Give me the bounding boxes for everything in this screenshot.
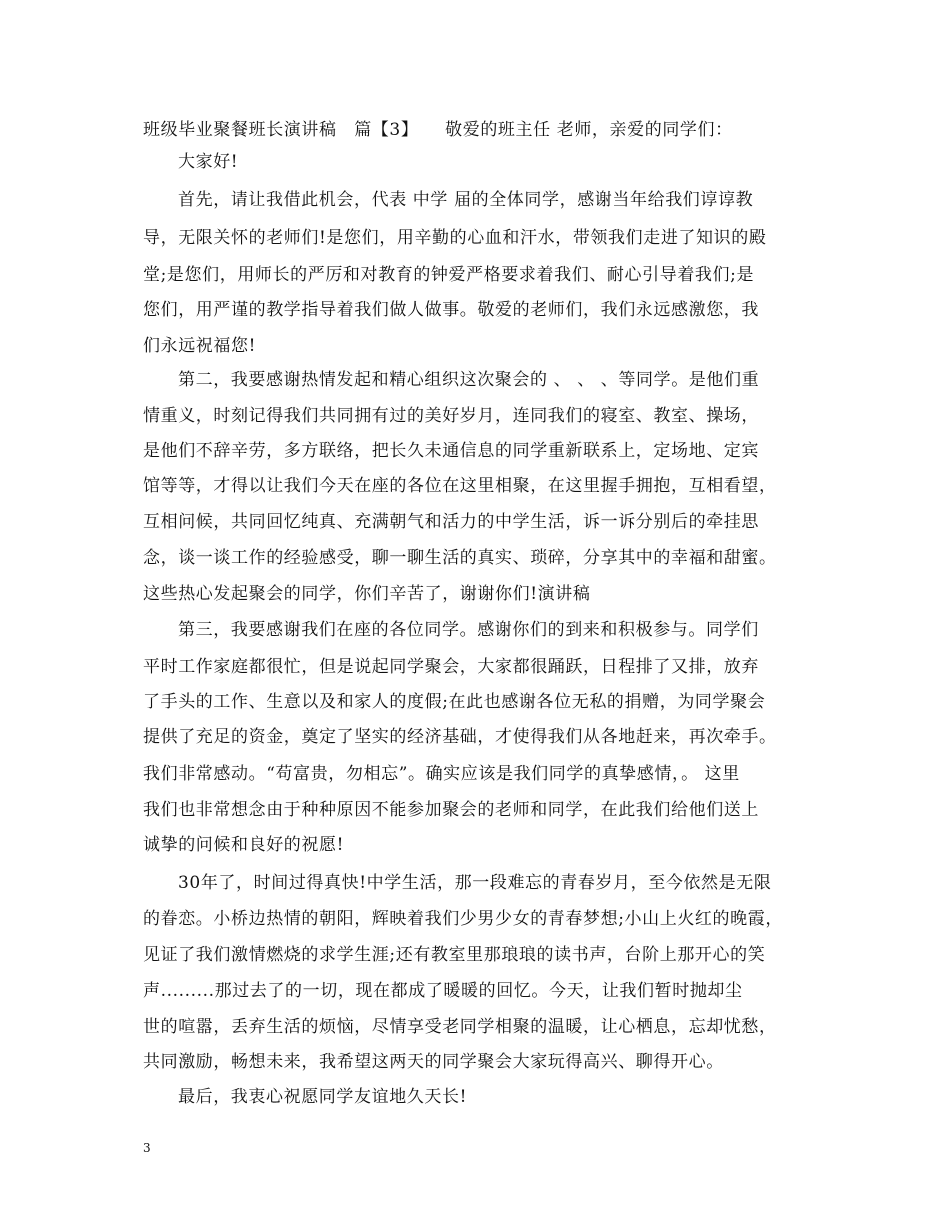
paragraph-line: 第三，我要感谢我们在座的各位同学。感谢你们的到来和积极参与。同学们 <box>178 620 759 640</box>
paragraph-line: 馆等等，才得以让我们今天在座的各位在这里相聚，在这里握手拥抱，互相看望， <box>143 476 777 496</box>
paragraph-line: 您们，用严谨的教学指导着我们做人做事。敬爱的老师们，我们永远感激您，我 <box>143 300 759 320</box>
paragraph-line: 我们非常感动。“苟富贵，勿相忘”。确实应该是我们同学的真挚感情，。 这里 <box>143 764 740 784</box>
paragraph-line: 共同激励，畅想未来，我希望这两天的同学聚会大家玩得高兴、聊得开心。 <box>143 1052 724 1072</box>
paragraph-line: 诚挚的问候和良好的祝愿! <box>143 835 345 855</box>
paragraph-line: 我们也非常想念由于种种原因不能参加聚会的老师和同学，在此我们给他们送上 <box>143 800 759 820</box>
paragraph-line: 互相问候，共同回忆纯真、充满朝气和活力的中学生活，诉一诉分别后的牵挂思 <box>143 512 759 532</box>
paragraph-line: 提供了充足的资金，奠定了坚实的经济基础，才使得我们从各地赶来，再次牵手。 <box>143 727 777 747</box>
paragraph-line: 平时工作家庭都很忙，但是说起同学聚会，大家都很踊跃，日程排了又排，放弃 <box>143 657 759 677</box>
paragraph-line: 这些热心发起聚会的同学，你们辛苦了，谢谢你们!演讲稿 <box>143 584 591 604</box>
paragraph-line: 们永远祝福您! <box>143 336 257 356</box>
page-number: 3 <box>143 1141 151 1155</box>
paragraph-line: 世的喧嚣，丢弃生活的烦恼，尽情享受老同学相聚的温暖，让心栖息，忘却忧愁， <box>143 1017 777 1037</box>
greeting-line: 大家好! <box>178 152 239 172</box>
paragraph-line: 情重义，时刻记得我们共同拥有过的美好岁月，连同我们的寝室、教室、操场， <box>143 406 759 426</box>
paragraph-line: 首先，请让我借此机会，代表 中学 届的全体同学，感谢当年给我们谆谆教 <box>178 190 754 210</box>
paragraph-line: 的眷恋。小桥边热情的朝阳，辉映着我们少男少女的青春梦想;小山上火红的晚霞， <box>143 909 783 929</box>
paragraph-line: 第二，我要感谢热情发起和精心组织这次聚会的 、 、 、等同学。是他们重 <box>178 370 760 390</box>
paragraph-line: 了手头的工作、生意以及和家人的度假;在此也感谢各位无私的捐赠，为同学聚会 <box>143 692 766 712</box>
paragraph-line: 声.........那过去了的一切，现在都成了暖暖的回忆。今天，让我们暂时抛却尘 <box>143 981 743 1001</box>
paragraph-line: 30年了，时间过得真快!中学生活，那一段难忘的青春岁月，至今依然是无限 <box>178 873 772 893</box>
paragraph-line: 见证了我们激情燃烧的求学生涯;还有教室里那琅琅的读书声，台阶上那开心的笑 <box>143 945 766 965</box>
paragraph-line: 念，谈一谈工作的经验感受，聊一聊生活的真实、琐碎，分享其中的幸福和甜蜜。 <box>143 548 777 568</box>
paragraph-line: 最后，我衷心祝愿同学友谊地久天长! <box>178 1087 468 1107</box>
paragraph-line: 堂;是您们，用师长的严厉和对教育的钟爱严格要求着我们、耐心引导着我们;是 <box>143 265 755 285</box>
paragraph-line: 是他们不辞辛劳，多方联络，把长久未通信息的同学重新联系上，定场地、定宾 <box>143 441 759 461</box>
paragraph-line: 导，无限关怀的老师们!是您们，用辛勤的心血和汗水，带领我们走进了知识的殿 <box>143 228 767 248</box>
document-title-line: 班级毕业聚餐班长演讲稿 篇【3】 敬爱的班主任 老师，亲爱的同学们： <box>143 120 733 140</box>
